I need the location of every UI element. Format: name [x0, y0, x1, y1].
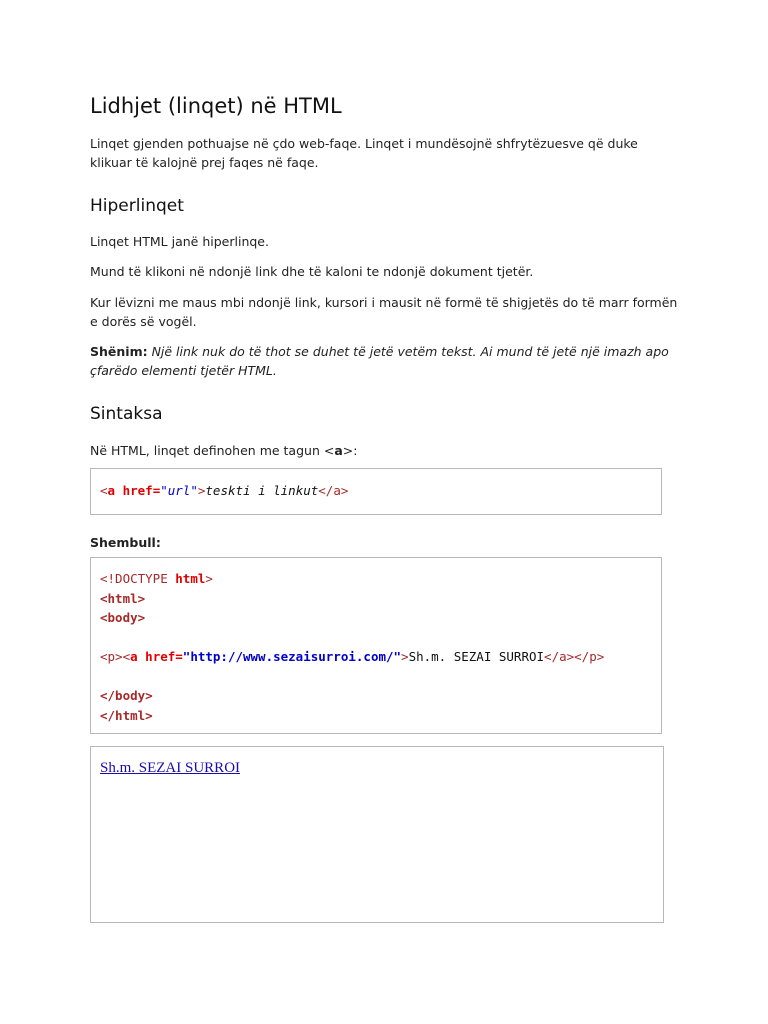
heading-hiperlinqet: Hiperlinqet — [90, 196, 184, 216]
syntax-intro-end: >: — [342, 443, 358, 458]
code-line-blank — [100, 667, 652, 687]
code-gt: > — [197, 483, 206, 498]
code-line-blank — [100, 628, 652, 648]
code-p-close: </p> — [574, 649, 605, 664]
code-quote: " — [190, 483, 198, 498]
syntax-code-box — [90, 468, 662, 515]
code-body-open: <body> — [100, 610, 146, 625]
paragraph-syntax-intro — [90, 441, 680, 460]
code-gt: > — [401, 649, 409, 664]
code-lt: < — [122, 649, 131, 664]
code-attr-href: href= — [137, 649, 183, 664]
code-attr-href: href= — [115, 483, 161, 498]
example-code-box — [90, 557, 662, 734]
code-line-body — [100, 608, 652, 628]
intro-paragraph: Linqet gjenden pothuajse në çdo web-faqe. Linqet i mundësojnë shfrytëzuesve që duke klikuar të kalojnë prej faqes në faqe. — [90, 136, 638, 170]
result-link[interactable]: Sh.m. SEZAI SURROI — [100, 760, 241, 776]
code-tag-a: a — [130, 649, 138, 664]
code-doctype: <!DOCTYPE — [100, 571, 176, 586]
heading-sintaksa: Sintaksa — [90, 404, 163, 424]
code-body-close: </body> — [100, 688, 153, 703]
code-line-html — [100, 589, 652, 609]
code-quote: " — [160, 483, 168, 498]
code-html-open: <html> — [100, 590, 146, 606]
syntax-intro-tag: a — [334, 443, 343, 458]
example-label: Shembull: — [90, 535, 161, 550]
note-label: Shënim: — [90, 344, 148, 359]
code-line-doctype — [100, 569, 652, 589]
note-text: Një link nuk do të thot se duhet të jetë vetëm tekst. Ai mund të jetë një imazh apo çfarëdo elementi tjetër HTML. — [90, 344, 669, 378]
code-link-text: teskti i linkut — [205, 483, 319, 498]
note-paragraph — [90, 342, 680, 380]
code-a-close: </a> — [544, 649, 575, 664]
code-line-html-close — [100, 706, 652, 726]
code-doctype-html: html — [175, 571, 206, 586]
code-tag-a: a — [107, 483, 116, 498]
code-line-body-close — [100, 686, 652, 706]
code-html-close: </html> — [100, 707, 153, 723]
syntax-intro-text: Në HTML, linqet definohen me tagun < — [90, 443, 335, 458]
code-url: "http://www.sezaisurroi.com/" — [182, 649, 402, 664]
paragraph-cursor: Kur lëvizni me maus mbi ndonjë link, kursori i mausit në formë të shigjetës do të marr formën e dorës së vogël. — [90, 295, 678, 329]
code-p-open: <p> — [100, 649, 123, 664]
page-title: Lidhjet (linqet) në HTML — [90, 94, 342, 118]
syntax-code-line — [100, 481, 652, 501]
paragraph-click: Mund të klikoni në ndonjë link dhe të kaloni te ndonjë dokument tjetër. — [90, 264, 534, 279]
code-url: url — [167, 483, 191, 498]
paragraph-hyperlinks: Linqet HTML janë hiperlinqe. — [90, 234, 269, 249]
result-preview-box — [90, 746, 664, 923]
code-link-text: Sh.m. SEZAI SURROI — [408, 649, 545, 664]
code-lt: < — [100, 483, 108, 498]
code-gt: > — [205, 571, 213, 586]
code-line-link — [100, 647, 652, 667]
code-close-tag: </a> — [318, 483, 349, 498]
